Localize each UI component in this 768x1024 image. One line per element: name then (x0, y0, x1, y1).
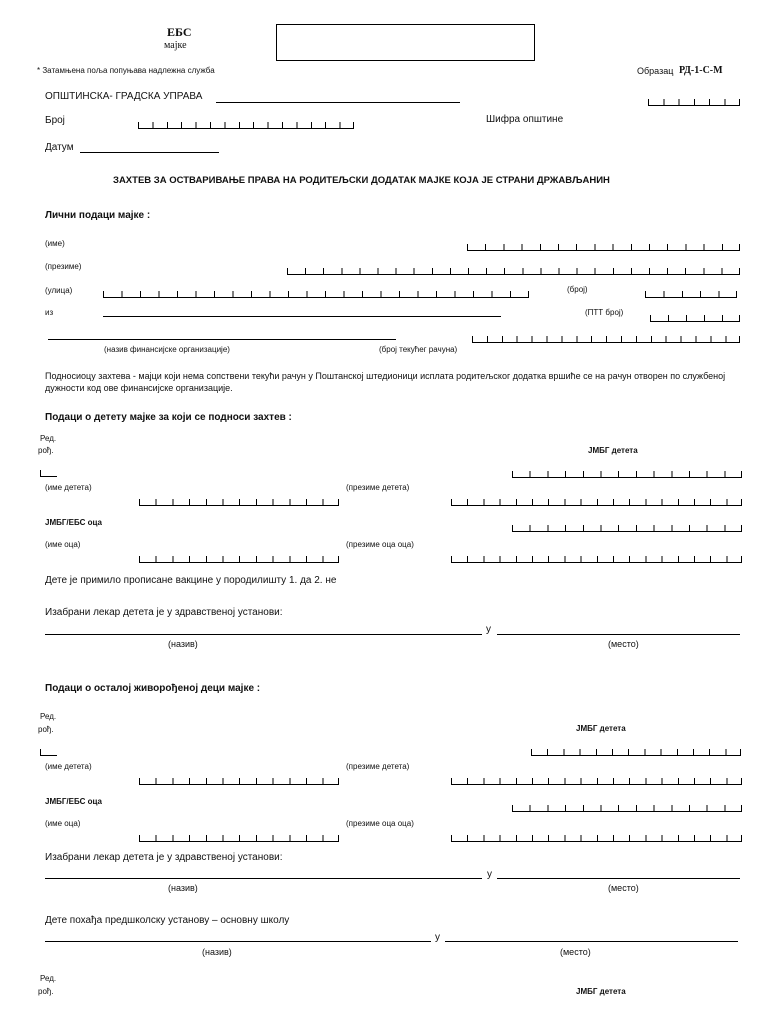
vaccine-question: Дете је примило прописане вакцине у породилишту 1. да 2. не (45, 575, 337, 586)
municipality-code-label: Шифра општине (486, 114, 564, 125)
first-name-field[interactable] (467, 243, 740, 251)
ebs-input-box[interactable] (276, 24, 535, 61)
other-child-jmbg-label: ЈМБГ детета (576, 724, 626, 733)
bank-account-field[interactable] (472, 335, 740, 343)
father-first-name-label: (име оца) (45, 540, 81, 549)
office-label: ОПШТИНСКА- ГРАДСКА УПРАВА (45, 91, 203, 102)
street-label: (улица) (45, 286, 73, 295)
school-name-caption: (назив) (202, 947, 232, 957)
other-birth-order-sublabel: рођ. (38, 725, 54, 734)
child-data-heading: Подаци о детету мајке за који се подноси захтев : (45, 412, 292, 423)
office-field[interactable] (216, 102, 460, 103)
form-code: РД-1-С-М (679, 65, 723, 76)
school-name-field[interactable] (45, 941, 431, 942)
first-name-label: (име) (45, 239, 65, 248)
shaded-fields-note: * Затамњена поља попуњава надлежна служба (37, 66, 215, 75)
child-doctor-place-field[interactable] (497, 634, 740, 635)
school-in-label: у (435, 932, 440, 943)
form-label: Образац (637, 66, 674, 76)
other-father-jmbg-field[interactable] (512, 804, 742, 812)
child-last-name-label: (презиме детета) (346, 483, 410, 492)
account-note: Подносиоцу захтева - мајци који нема сопствени текући рачун у Поштанској штедионици исплата родитељског додатка вршиће се на рачун отворен по службеној дужности код ове финансијске организације. (45, 371, 726, 393)
father-last-name-field[interactable] (451, 555, 742, 563)
other-child-first-name-label: (име детета) (45, 762, 92, 771)
next-birth-order-sublabel: рођ. (38, 987, 54, 996)
child-jmbg-field[interactable] (512, 470, 742, 478)
financial-org-field[interactable] (48, 339, 396, 340)
bank-account-label: (број текућег рачуна) (379, 345, 458, 354)
other-doctor-label: Изабрани лекар детета је у здравственој установи: (45, 852, 283, 863)
number-label: Број (45, 115, 65, 126)
other-children-heading: Подаци о осталој живорођеној деци мајке : (45, 683, 261, 694)
child-doctor-in-label: у (486, 624, 491, 635)
other-child-last-name-field[interactable] (451, 777, 742, 785)
personal-data-heading: Лични подаци мајке : (45, 210, 151, 221)
school-place-field[interactable] (445, 941, 738, 942)
other-child-jmbg-field[interactable] (531, 748, 741, 756)
ebs-label: ЕБС (167, 25, 192, 39)
street-field[interactable] (103, 290, 529, 298)
other-birth-order-label: Ред. (40, 712, 57, 721)
last-name-label: (презиме) (45, 262, 82, 271)
birth-order-field[interactable] (40, 470, 57, 477)
child-doctor-place-caption: (место) (608, 639, 639, 649)
form-title: ЗАХТЕВ ЗА ОСТВАРИВАЊЕ ПРАВА НА РОДИТЕЉСКИ ДОДАТАК МАЈКЕ КОЈА ЈЕ СТРАНИ ДРЖАВЉАНИН (113, 175, 610, 186)
financial-org-label: (назив финансијске организације) (104, 345, 230, 354)
other-father-last-name-label: (презиме оца оца) (346, 819, 414, 828)
next-child-jmbg-label: ЈМБГ детета (576, 987, 626, 996)
other-father-jmbg-label: ЈМБГ/ЕБС оца (45, 797, 102, 806)
child-last-name-field[interactable] (451, 498, 742, 506)
from-label: из (45, 308, 54, 317)
child-jmbg-label: ЈМБГ детета (588, 446, 638, 455)
school-place-caption: (место) (560, 947, 591, 957)
date-field[interactable] (80, 152, 219, 153)
other-doctor-institution-field[interactable] (45, 878, 482, 879)
child-doctor-name-caption: (назив) (168, 639, 198, 649)
other-child-last-name-label: (презиме детета) (346, 762, 410, 771)
child-first-name-field[interactable] (139, 498, 339, 506)
other-father-first-name-field[interactable] (139, 834, 339, 842)
city-field[interactable] (103, 316, 501, 317)
other-doctor-in-label: у (487, 869, 492, 880)
other-doctor-place-field[interactable] (497, 878, 740, 879)
date-label: Датум (45, 142, 74, 153)
municipality-code-field[interactable] (648, 98, 740, 106)
father-last-name-label: (презиме оца оца) (346, 540, 414, 549)
other-father-last-name-field[interactable] (451, 834, 742, 842)
school-label: Дете похађа предшколску установу – основну школу (45, 915, 290, 926)
father-jmbg-field[interactable] (512, 524, 742, 532)
postal-code-field[interactable] (650, 314, 740, 322)
postal-code-label: (ПТТ број) (585, 308, 624, 317)
father-jmbg-label: ЈМБГ/ЕБС оца (45, 518, 102, 527)
birth-order-sublabel: рођ. (38, 446, 54, 455)
child-first-name-label: (име детета) (45, 483, 92, 492)
house-number-label: (број) (567, 285, 588, 294)
next-birth-order-label: Ред. (40, 974, 57, 983)
last-name-field[interactable] (287, 267, 740, 275)
ebs-sublabel: мајке (164, 40, 187, 51)
other-birth-order-field[interactable] (40, 749, 57, 756)
child-doctor-label: Изабрани лекар детета је у здравственој установи: (45, 607, 283, 618)
number-field[interactable] (138, 121, 354, 129)
birth-order-label: Ред. (40, 434, 57, 443)
house-number-field[interactable] (645, 290, 737, 298)
father-first-name-field[interactable] (139, 555, 339, 563)
other-doctor-place-caption: (место) (608, 883, 639, 893)
other-doctor-name-caption: (назив) (168, 883, 198, 893)
other-father-first-name-label: (име оца) (45, 819, 81, 828)
child-doctor-institution-field[interactable] (45, 634, 482, 635)
other-child-first-name-field[interactable] (139, 777, 339, 785)
